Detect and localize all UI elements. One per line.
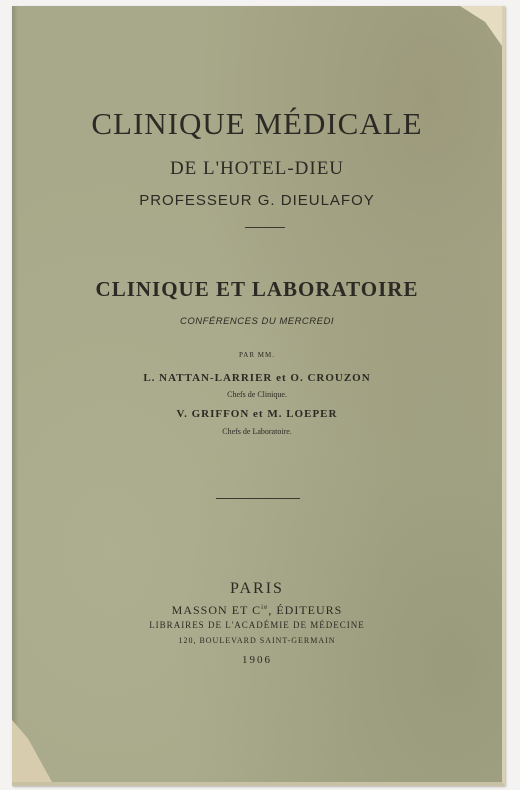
publisher-line-2: LIBRAIRES DE L'ACADÉMIE DE MÉDECINE	[149, 620, 365, 630]
book-cover	[12, 6, 505, 786]
divider-rule	[245, 227, 285, 228]
authors-role-1: Chefs de Clinique.	[227, 390, 287, 399]
divider-rule	[216, 498, 300, 499]
publication-year: 1906	[242, 654, 272, 666]
authors-line-2: V. GRIFFON et M. LOEPER	[176, 408, 338, 420]
section-title: CLINIQUE ET LABORATOIRE	[95, 277, 419, 301]
series-title: CONFÉRENCES DU MERCREDI	[179, 316, 334, 327]
authors-role-2: Chefs de Laboratoire.	[222, 427, 292, 436]
par-label: PAR MM.	[239, 351, 275, 359]
cover-spine-edge	[12, 6, 18, 782]
book-subtitle: DE L'HOTEL-DIEU	[169, 158, 345, 179]
authors-line-1: L. NATTAN-LARRIER et O. CROUZON	[143, 372, 371, 384]
book-title: CLINIQUE MÉDICALE	[91, 106, 423, 141]
publisher-address: 120, BOULEVARD SAINT-GERMAIN	[178, 636, 336, 645]
publisher-name: MASSON ET $C^{ie}$, ÉDITEURS	[171, 603, 343, 617]
professor-line: PROFESSEUR G. DIEULAFOY	[139, 192, 375, 209]
publisher-city: PARIS	[230, 580, 284, 597]
